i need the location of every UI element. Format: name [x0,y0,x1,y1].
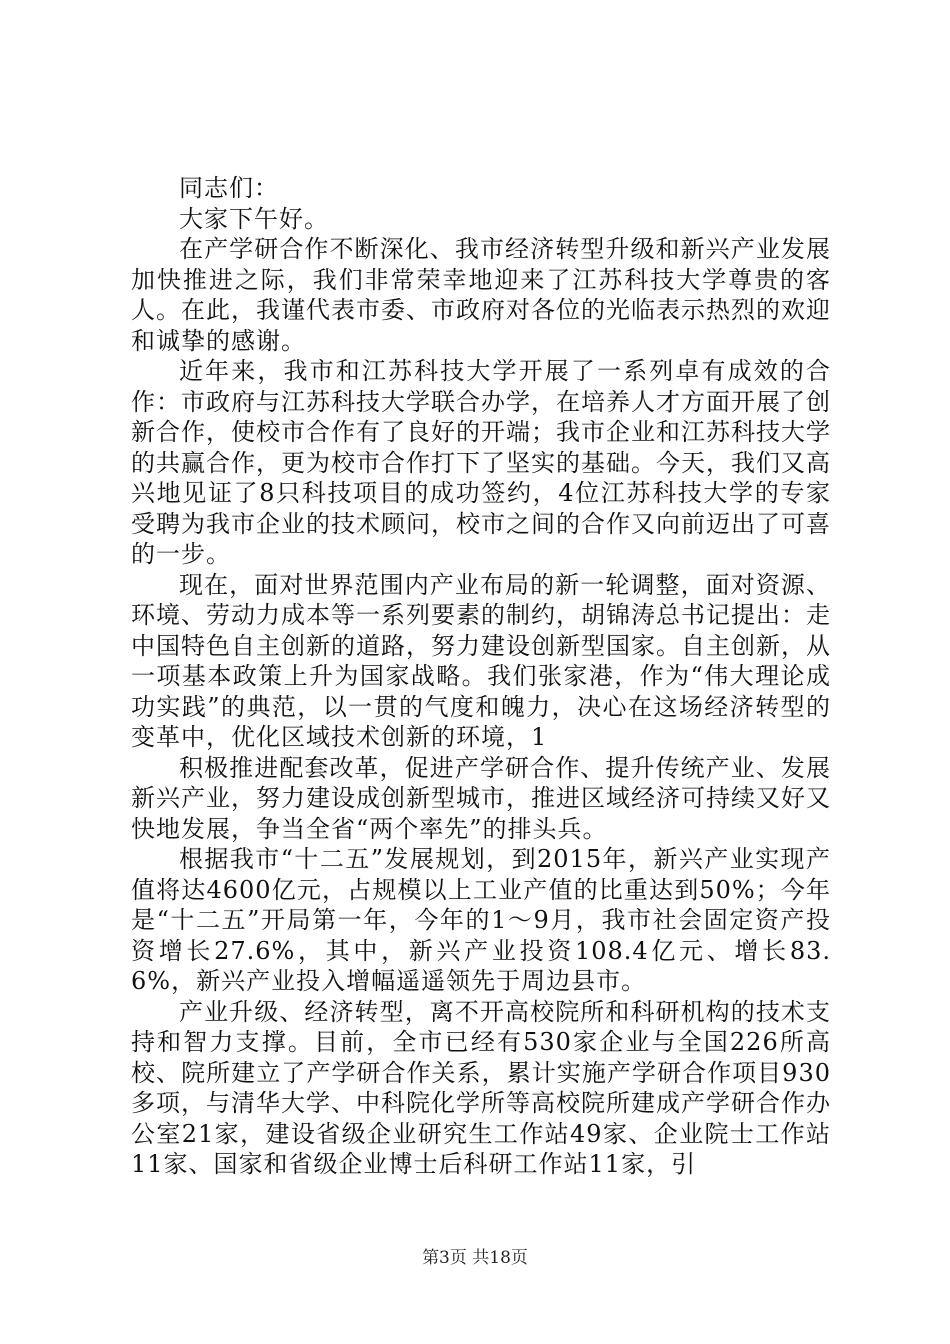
paragraph-salutation: 同志们： [179,174,279,202]
paragraph-welcome: 在产学研合作不断深化、我市经济转型升级和新兴产业发展加快推进之际，我们非常荣幸地迎来了江苏科技大学尊贵的客人。在此，我谨代表市委、市政府对各位的光临表示热烈的欢迎和诚挚的感谢。 [131,235,831,355]
paragraph-reform: 积极推进配套改革，促进产学研合作、提升传统产业、发展新兴产业，努力建设成创新型城市，推进区域经济可持续又好又快地发展，争当全省“两个率先”的排头兵。 [131,753,831,843]
paragraph-innovation-strategy: 现在，面对世界范围内产业布局的新一轮调整，面对资源、环境、劳动力成本等一系列要素的制约，胡锦涛总书记提出：走中国特色自主创新的道路，努力建设创新型国家。自主创新，从一项基本政策上升为国家战略。我们张家港，作为“伟大理论成功实践”的典范，以一贯的气度和魄力，决心在这场经济转型的变革中，优化区域技术创新的环境，1 [131,570,831,751]
paragraph-industry-upgrade: 产业升级、经济转型，离不开高校院所和科研机构的技术支持和智力支撑。目前，全市已经有530家企业与全国226所高校、院所建立了产学研合作关系，累计实施产学研合作项目930多项，与清华大学、中科院化学所等高校院所建成产学研合作办公室21家，建设省级企业研究生工作站49家、企业院士工作站11家、国家和省级企业博士后科研工作站11家，引 [131,997,831,1178]
page-number-footer: 第3页 共18页 [422,1248,528,1268]
document-body [131,173,831,1180]
paragraph-greeting: 大家下午好。 [179,204,329,233]
paragraph-cooperation: 近年来，我市和江苏科技大学开展了一系列卓有成效的合作：市政府与江苏科技大学联合办学，在培养人才方面开展了创新合作，使校市合作有了良好的开端；我市企业和江苏科技大学的共赢合作，更为校市合作打下了坚实的基础。今天，我们又高兴地见证了8只科技项目的成功签约，4位江苏科技大学的专家受聘为我市企业的技术顾问，校市之间的合作又向前迈出了可喜的一步。 [131,357,831,568]
paragraph-development-plan: 根据我市“十二五”发展规划，到2015年，新兴产业实现产值将达4600亿元，占规模以上工业产值的比重达到50%；今年是“十二五”开局第一年，今年的1～9月，我市社会固定资产投资增长27.6%，其中，新兴产业投资108.4亿元、增长83.6%，新兴产业投入增幅遥遥领先于周边县市。 [131,845,831,995]
